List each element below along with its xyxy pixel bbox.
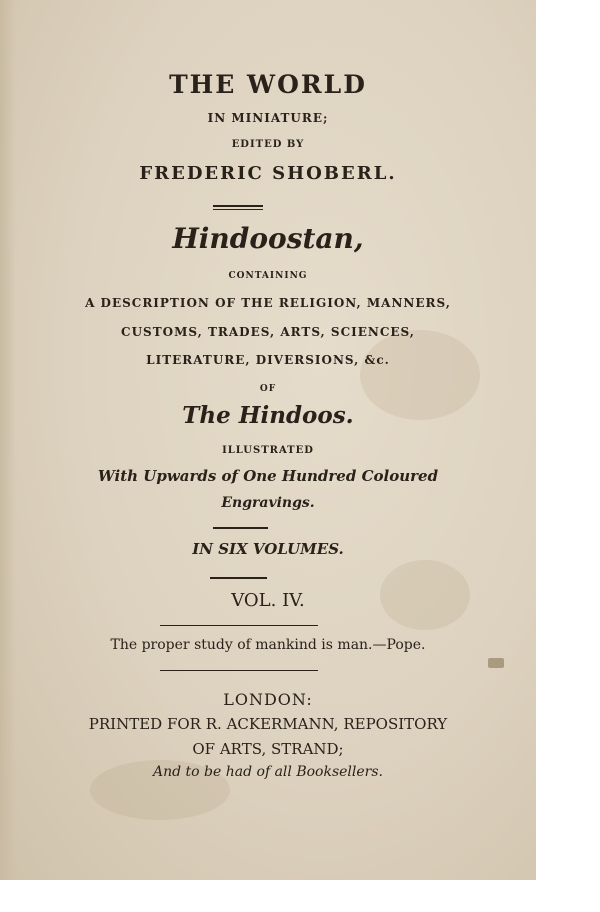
engravings-line-1: With Upwards of One Hundred Coloured — [97, 467, 439, 485]
book-subtitle: IN MINIATURE; — [207, 111, 329, 125]
description-line-1: A DESCRIPTION OF THE RELIGION, MANNERS, — [85, 296, 451, 310]
description-line-3: LITERATURE, DIVERSIONS, &c. — [146, 353, 390, 367]
of-label: OF — [259, 384, 277, 394]
volumes-label: IN SIX VOLUMES. — [192, 540, 344, 558]
volume-number: VOL. IV. — [231, 590, 305, 611]
imprint-line-1: PRINTED FOR R. ACKERMANN, REPOSITORY — [88, 715, 448, 733]
imprint-line-3: And to be had of all Booksellers. — [153, 764, 383, 780]
book-title: THE WORLD — [169, 70, 367, 99]
editor-name: FREDERIC SHOBERL. — [139, 163, 397, 184]
divider-rule — [160, 625, 318, 626]
divider-rule — [210, 577, 267, 579]
epigraph: The proper study of mankind is man.—Pope. — [110, 637, 426, 653]
description-line-2: CUSTOMS, TRADES, ARTS, SCIENCES, — [121, 325, 415, 339]
divider-rule — [213, 205, 263, 210]
illustrated-label: ILLUSTRATED — [222, 445, 314, 456]
imprint-line-2: OF ARTS, STRAND; — [192, 740, 344, 758]
containing-label: CONTAINING — [228, 271, 308, 281]
library-stamp-mark — [488, 658, 504, 668]
divider-rule — [160, 670, 318, 671]
edited-by-label: EDITED BY — [231, 139, 305, 150]
people-title: The Hindoos. — [182, 402, 354, 429]
engravings-line-2: Engravings. — [221, 495, 315, 511]
subject-title: Hindoostan, — [172, 222, 364, 255]
divider-rule — [213, 527, 268, 529]
imprint-city: LONDON: — [223, 690, 313, 709]
